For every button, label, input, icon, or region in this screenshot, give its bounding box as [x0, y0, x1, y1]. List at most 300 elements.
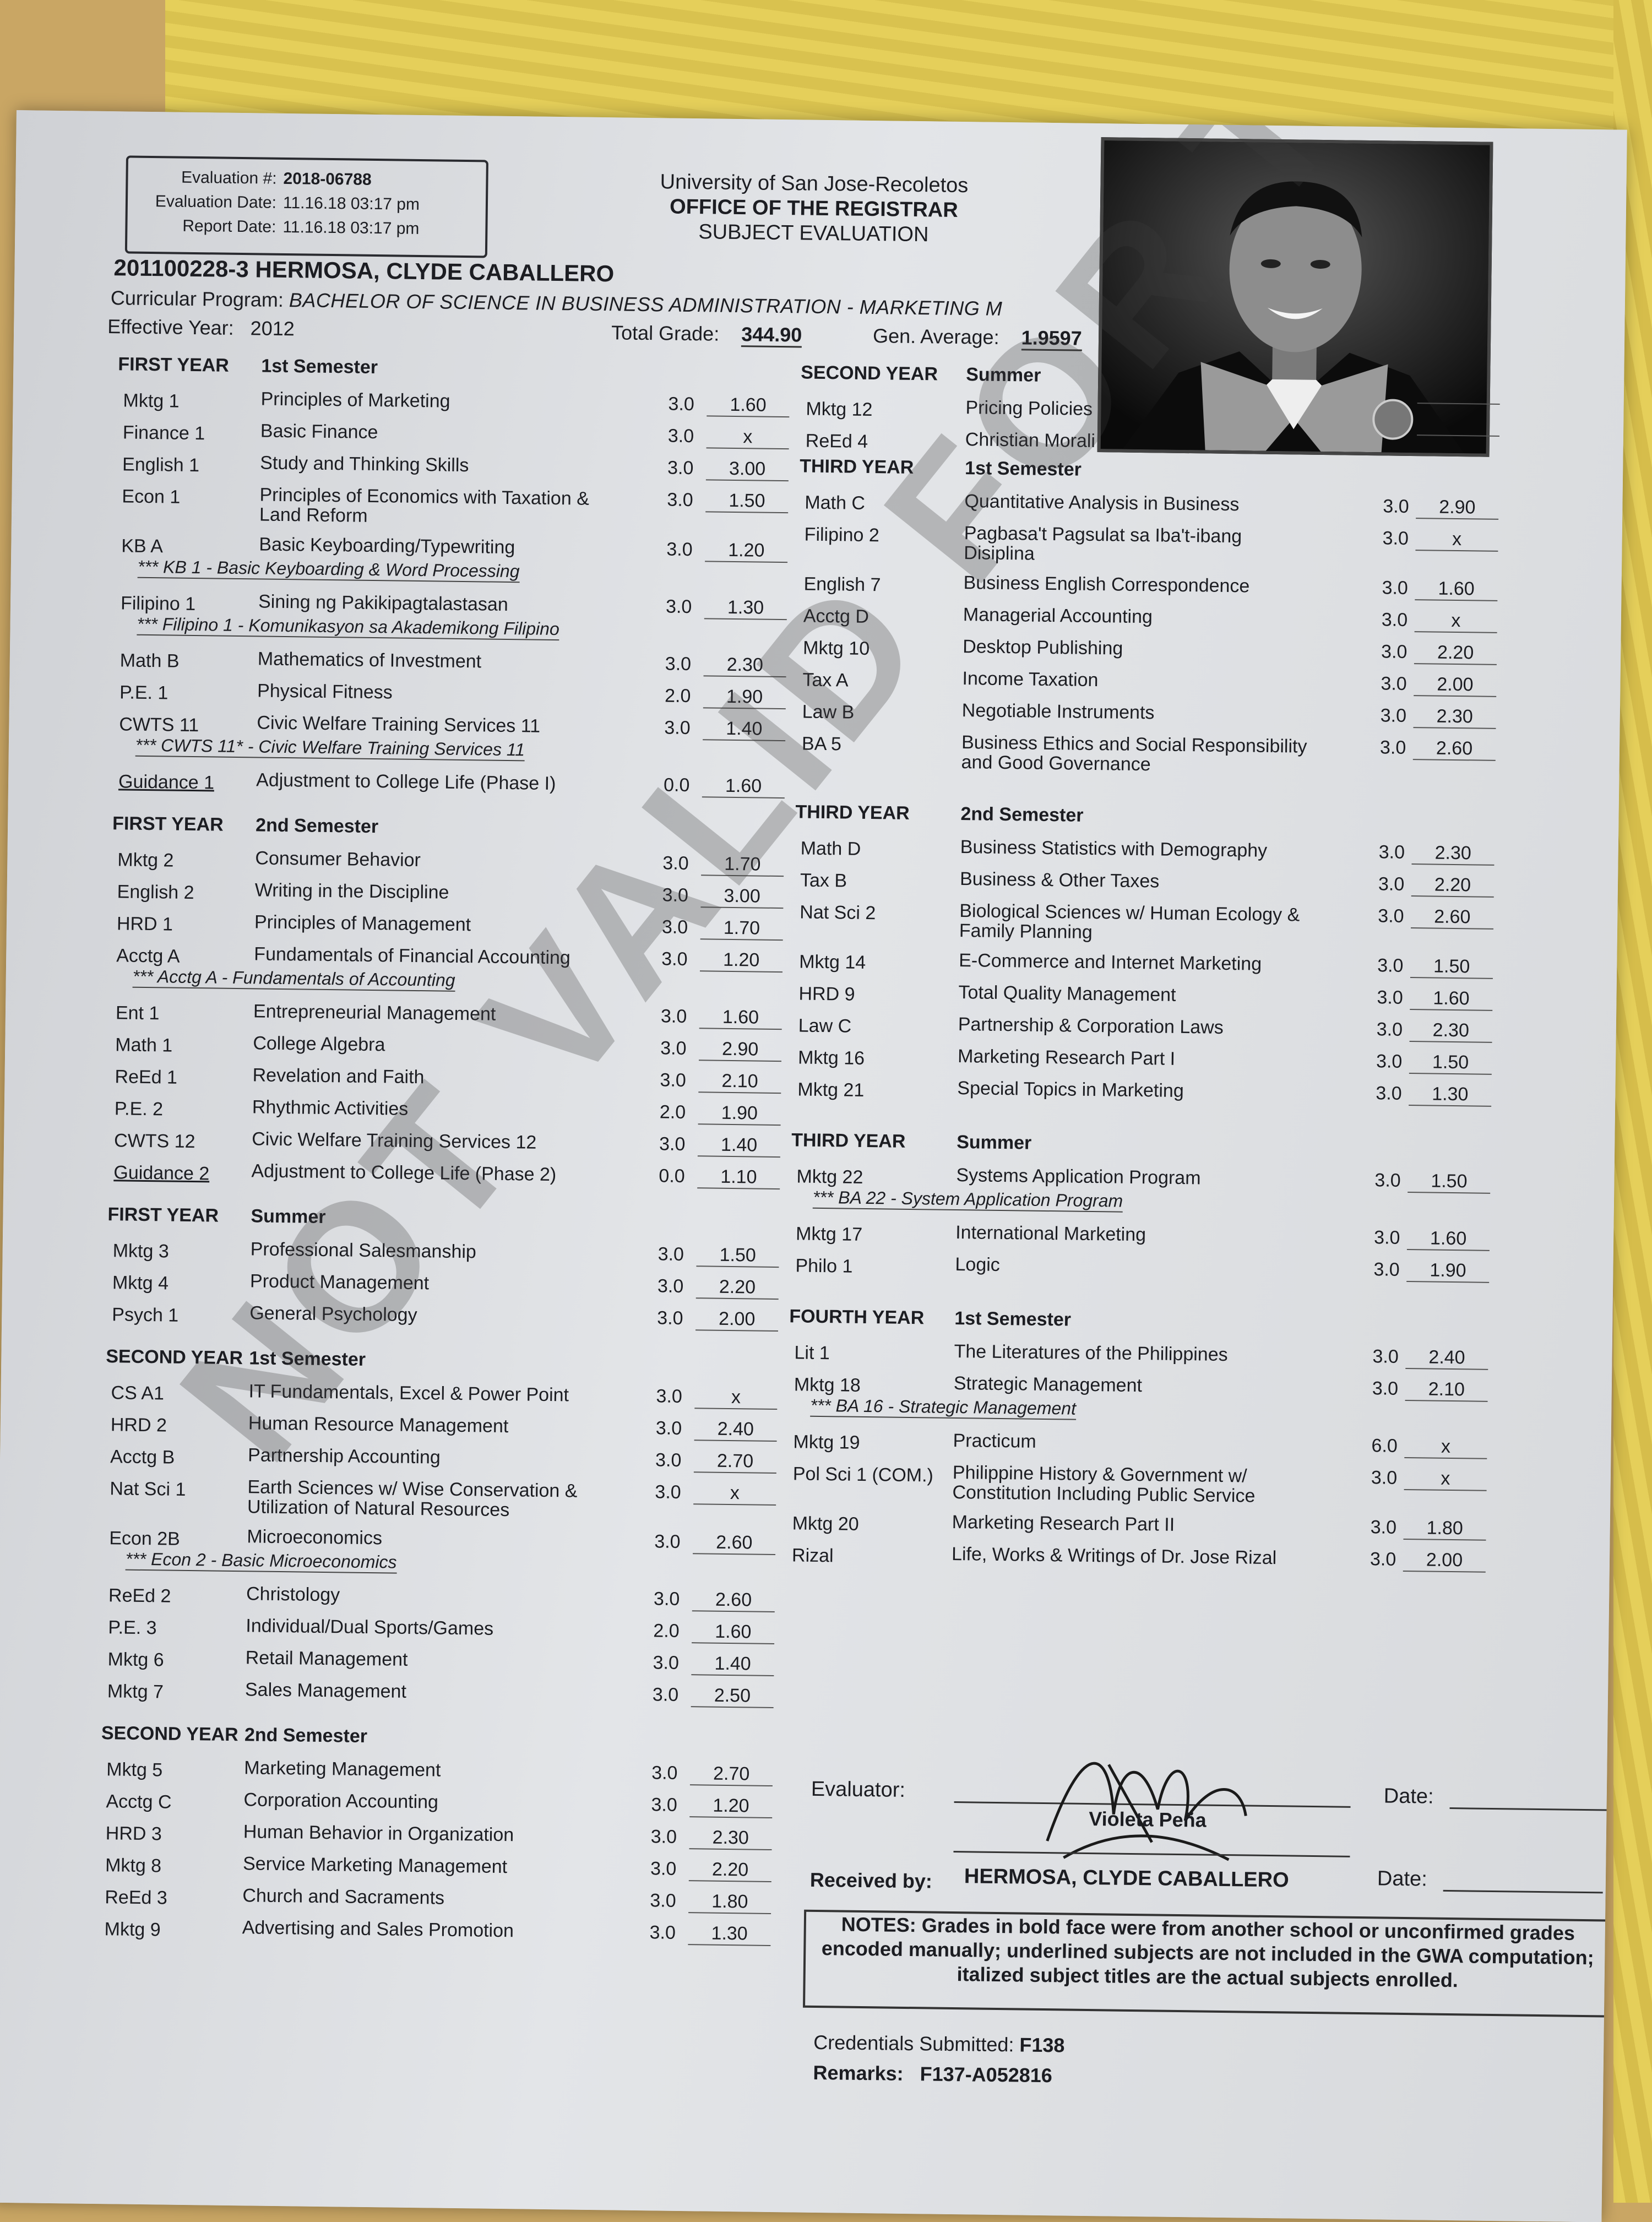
- section-year: SECOND YEAR: [106, 1346, 243, 1369]
- course-code: Mktg 7: [107, 1681, 164, 1703]
- course-description: Strategic Management: [953, 1372, 1143, 1397]
- course-grade: 2.50: [691, 1685, 774, 1708]
- course-units: 3.0: [1378, 873, 1405, 895]
- course-code: KB A: [121, 535, 164, 557]
- student-id-name: 201100228-3 HERMOSA, CLYDE CABALLERO: [113, 254, 615, 287]
- course-description: Study and Thinking Skills: [259, 452, 469, 476]
- evaluation-info-box: [125, 155, 488, 258]
- course-grade: 2.60: [693, 1531, 775, 1555]
- course-grade: 1.60: [1415, 578, 1497, 601]
- report-date: 11.16.18 03:17 pm: [282, 218, 420, 238]
- section-semester: 2nd Semester: [244, 1724, 368, 1747]
- course-grade: 1.10: [697, 1166, 780, 1189]
- course-grade: 3.00: [706, 458, 789, 481]
- equivalent-note: *** BA 22 - System Application Program: [813, 1187, 1123, 1213]
- course-units: 3.0: [665, 596, 692, 618]
- course-code: ReEd 2: [108, 1585, 171, 1607]
- course-grade: 3.00: [700, 885, 783, 909]
- course-grade: x: [693, 1482, 776, 1506]
- section-semester: 2nd Semester: [255, 814, 379, 838]
- course-code: Math D: [800, 838, 861, 860]
- course-grade: 2.60: [692, 1589, 775, 1612]
- course-grade: 2.30: [689, 1827, 772, 1850]
- effective-year-value: 2012: [250, 317, 295, 340]
- section-year: THIRD YEAR: [791, 1129, 906, 1152]
- section-semester: 1st Semester: [249, 1348, 366, 1370]
- eval-date: 11.16.18 03:17 pm: [282, 193, 420, 214]
- effective-year: [107, 315, 295, 340]
- course-code: Ent 1: [115, 1002, 160, 1024]
- equivalent-note: *** KB 1 - Basic Keyboarding & Word Processing: [138, 557, 520, 583]
- course-description: Partnership Accounting: [247, 1444, 441, 1468]
- course-description: Pagbasa't Pagsulat sa Iba't-ibang: [964, 523, 1242, 547]
- course-grade: 1.30: [704, 596, 787, 620]
- course-code: ReEd 4: [805, 430, 868, 452]
- course-code: Mktg 4: [112, 1272, 169, 1294]
- course-units: 3.0: [650, 1890, 676, 1911]
- course-description: Christian Morali: [965, 429, 1096, 452]
- course-grade: x: [694, 1386, 777, 1410]
- course-description: Logic: [955, 1253, 1001, 1275]
- course-description: Negotiable Instruments: [961, 700, 1155, 724]
- course-code: CS A1: [111, 1382, 165, 1404]
- section-year: FIRST YEAR: [107, 1204, 219, 1226]
- total-grade-value: 344.90: [741, 323, 802, 347]
- received-date-label: Date:: [1377, 1867, 1428, 1891]
- course-description: Church and Sacraments: [242, 1885, 445, 1909]
- course-units: 3.0: [1370, 1549, 1396, 1570]
- course-units: 3.0: [661, 916, 688, 938]
- course-grade: 2.10: [1405, 1378, 1488, 1402]
- evaluation-document: [0, 110, 1627, 2222]
- course-description: Human Behavior in Organization: [243, 1821, 514, 1846]
- course-description: Civic Welfare Training Services 11: [257, 712, 541, 737]
- course-description: Business & Other Taxes: [959, 868, 1160, 892]
- course-description: Earth Sciences w/ Wise Conservation &: [247, 1476, 578, 1502]
- course-units: 3.0: [1383, 496, 1409, 517]
- course-code: Mktg 22: [796, 1166, 863, 1188]
- course-units: 3.0: [1373, 1227, 1400, 1248]
- course-description: Life, Works & Writings of Dr. Jose Rizal: [951, 1543, 1277, 1569]
- course-units: 3.0: [1376, 1051, 1403, 1072]
- course-units: 3.0: [1377, 987, 1403, 1008]
- course-units: 3.0: [655, 1417, 682, 1439]
- course-code: English 2: [117, 881, 194, 904]
- course-grade: 2.70: [694, 1450, 776, 1474]
- course-description: Basic Finance: [260, 420, 378, 443]
- course-description: Product Management: [249, 1270, 430, 1294]
- course-code: ReEd 1: [115, 1066, 178, 1088]
- section-year: SECOND YEAR: [101, 1723, 238, 1746]
- total-grade-label: Total Grade:: [611, 321, 720, 345]
- curricular-program-value: BACHELOR OF SCIENCE IN BUSINESS ADMINISTRATION - MARKETING M: [289, 289, 1003, 320]
- course-description: Special Topics in Marketing: [957, 1078, 1184, 1102]
- course-description: Microeconomics: [247, 1526, 383, 1549]
- course-grade: 1.70: [701, 853, 784, 877]
- course-grade: 2.60: [1413, 737, 1496, 761]
- course-grade: x: [1415, 528, 1498, 552]
- course-description: Marketing Research Part I: [957, 1046, 1176, 1069]
- course-description-line2: Family Planning: [959, 920, 1093, 943]
- course-grade: 1.80: [688, 1890, 771, 1914]
- course-grade: 2.00: [1414, 673, 1496, 697]
- report-date-label: Report Date:: [182, 216, 276, 236]
- course-grade: 1.60: [692, 1621, 774, 1644]
- course-units: 3.0: [667, 489, 693, 511]
- course-grade: 2.90: [699, 1038, 781, 1062]
- course-description: Sining ng Pakikipagtalastasan: [258, 591, 508, 615]
- course-grade: 1.60: [702, 775, 785, 798]
- course-description: Systems Application Program: [956, 1164, 1201, 1189]
- course-units: 3.0: [657, 1243, 684, 1265]
- course-grade: 2.30: [1410, 1019, 1492, 1043]
- course-units: 3.0: [662, 852, 689, 874]
- course-code: P.E. 1: [119, 682, 169, 704]
- course-grade: 1.60: [1407, 1227, 1490, 1251]
- course-code: Mktg 1: [123, 390, 180, 412]
- eval-date-label: Evaluation Date:: [155, 192, 277, 212]
- course-description: Writing in the Discipline: [254, 879, 449, 903]
- course-code: Rizal: [791, 1545, 834, 1567]
- course-units: 2.0: [664, 685, 691, 707]
- course-code: Law C: [798, 1015, 852, 1037]
- office-name: OFFICE OF THE REGISTRAR: [669, 195, 958, 222]
- section-semester: 1st Semester: [954, 1307, 1072, 1330]
- course-units: 3.0: [667, 457, 694, 479]
- section-year: FIRST YEAR: [112, 813, 224, 835]
- section-semester: Summer: [251, 1205, 326, 1228]
- course-code: Finance 1: [122, 422, 205, 444]
- course-code: Acctg C: [106, 1791, 172, 1813]
- section-semester: Summer: [966, 364, 1041, 386]
- equivalent-note: *** Econ 2 - Basic Microeconomics: [126, 1549, 397, 1574]
- received-by-name: HERMOSA, CLYDE CABALLERO: [964, 1865, 1289, 1892]
- course-units: 3.0: [650, 1826, 677, 1848]
- course-code: HRD 3: [105, 1823, 162, 1845]
- credentials-label: Credentials Submitted:: [813, 2030, 1014, 2056]
- course-code: Mktg 10: [802, 637, 870, 659]
- eval-number-label: Evaluation #:: [181, 168, 277, 188]
- course-code: P.E. 2: [114, 1098, 164, 1120]
- section-year: SECOND YEAR: [801, 362, 938, 385]
- course-grade: 1.60: [699, 1006, 782, 1030]
- section-semester: Summer: [957, 1131, 1032, 1154]
- course-grade: 2.40: [694, 1418, 777, 1442]
- course-units: 3.0: [655, 1449, 682, 1471]
- course-code: Filipino 2: [804, 524, 879, 546]
- course-code: Mktg 3: [112, 1240, 169, 1262]
- course-description: Partnership & Corporation Laws: [958, 1014, 1224, 1038]
- course-description-line2: Constitution Including Public Service: [952, 1481, 1256, 1507]
- course-grade: 1.20: [705, 539, 787, 563]
- course-code: Mktg 9: [104, 1919, 161, 1941]
- course-description: Entrepreneurial Management: [253, 1001, 496, 1025]
- course-description: International Marketing: [955, 1221, 1146, 1246]
- credentials-submitted: [813, 2031, 1065, 2057]
- course-code: Math B: [119, 650, 180, 672]
- course-units: 3.0: [654, 1531, 681, 1552]
- course-units: 0.0: [659, 1165, 685, 1187]
- course-description: Retail Management: [245, 1647, 408, 1670]
- course-code: Math C: [805, 492, 866, 514]
- course-units: 3.0: [660, 1069, 687, 1091]
- course-code: Mktg 17: [795, 1223, 863, 1245]
- course-grade: 1.50: [705, 490, 788, 513]
- remarks: [813, 2061, 1052, 2087]
- course-description: The Literatures of the Philippines: [954, 1340, 1228, 1366]
- course-code: Mktg 12: [806, 398, 873, 421]
- course-description-line2: and Good Governance: [961, 752, 1151, 775]
- course-code: BA 5: [801, 733, 842, 755]
- course-code: Tax A: [802, 669, 849, 691]
- course-units: 3.0: [1382, 528, 1409, 549]
- university-name: University of San Jose-Recoletos: [660, 170, 969, 198]
- course-code: CWTS 11: [119, 714, 199, 736]
- course-grade: 2.10: [698, 1070, 781, 1094]
- course-description: Quantitative Analysis in Business: [964, 491, 1240, 515]
- course-description: Biological Sciences w/ Human Ecology &: [959, 900, 1300, 926]
- course-units: 3.0: [657, 1307, 683, 1329]
- course-description: College Algebra: [253, 1033, 385, 1056]
- evaluator-label: Evaluator:: [811, 1777, 906, 1802]
- course-grade: 2.20: [696, 1276, 779, 1300]
- course-description: Income Taxation: [962, 668, 1099, 691]
- course-description: Physical Fitness: [257, 680, 393, 703]
- course-description: Practicum: [953, 1430, 1036, 1452]
- course-description: Principles of Economics with Taxation &: [259, 484, 590, 509]
- course-code: P.E. 3: [108, 1617, 157, 1639]
- course-units: 3.0: [653, 1652, 680, 1674]
- course-code: Philo 1: [795, 1255, 853, 1277]
- course-units: 2.0: [659, 1101, 686, 1123]
- course-description: Business Statistics with Demography: [960, 836, 1268, 861]
- course-code: HRD 9: [798, 983, 855, 1005]
- section-year: THIRD YEAR: [799, 455, 914, 478]
- course-code: Mktg 14: [798, 951, 866, 973]
- course-grade: 2.30: [1411, 842, 1494, 866]
- course-grade: 1.50: [696, 1244, 779, 1268]
- section-semester: 1st Semester: [261, 355, 378, 378]
- course-code: Mktg 18: [794, 1374, 861, 1396]
- course-grade: 2.20: [1414, 642, 1497, 665]
- course-units: 3.0: [661, 948, 688, 970]
- course-grade: 2.60: [1411, 906, 1493, 930]
- course-units: 3.0: [667, 425, 694, 447]
- course-description: Principles of Marketing: [260, 388, 450, 412]
- course-units: 3.0: [1372, 1378, 1399, 1399]
- course-units: 3.0: [1374, 1170, 1401, 1191]
- course-code: CWTS 12: [113, 1130, 195, 1153]
- evaluator-name: Violeta Peña: [1088, 1807, 1207, 1832]
- course-description: E-Commerce and Internet Marketing: [959, 950, 1262, 975]
- course-units: 3.0: [1381, 673, 1407, 694]
- course-description: Adjustment to College Life (Phase I): [256, 769, 556, 795]
- course-code: HRD 1: [116, 913, 173, 935]
- course-description: Managerial Accounting: [963, 604, 1153, 628]
- course-units: 3.0: [666, 539, 693, 561]
- course-units: 3.0: [662, 884, 689, 906]
- course-description: IT Fundamentals, Excel & Power Point: [248, 1381, 569, 1406]
- course-units: 3.0: [1371, 1467, 1398, 1488]
- course-description-line2: Land Reform: [259, 504, 368, 526]
- course-code: ReEd 3: [105, 1887, 167, 1909]
- course-code: Filipino 1: [120, 593, 196, 615]
- section-semester: 2nd Semester: [960, 803, 1084, 826]
- document-title: SUBJECT EVALUATION: [698, 220, 929, 247]
- notes-box: NOTES: Grades in bold face were from another school or unconfirmed grades encoded manually; underlined subjects are not included in the GWA computation; italized subject titles are the actual subjects enrolled.: [803, 1910, 1612, 2018]
- course-code: Mktg 16: [797, 1047, 865, 1069]
- course-units: 3.0: [653, 1588, 680, 1610]
- course-code: Acctg D: [803, 605, 870, 627]
- course-units: 2.0: [653, 1620, 680, 1642]
- course-grade: 2.20: [1411, 874, 1494, 898]
- course-code: Mktg 19: [793, 1431, 860, 1453]
- course-code: Mktg 20: [792, 1513, 859, 1535]
- course-code: HRD 2: [110, 1414, 167, 1436]
- course-code: Econ 1: [122, 486, 181, 508]
- course-units: 3.0: [657, 1275, 684, 1297]
- course-grade: 1.80: [1403, 1517, 1486, 1541]
- equivalent-note: *** BA 16 - Strategic Management: [810, 1395, 1076, 1420]
- course-grade: 1.60: [707, 394, 789, 417]
- course-units: 0.0: [663, 774, 690, 796]
- course-description: Pricing Policies: [965, 397, 1093, 420]
- course-description: Sales Management: [244, 1679, 407, 1702]
- course-grade: 1.90: [698, 1102, 781, 1126]
- equivalent-note: *** CWTS 11* - Civic Welfare Training Services 11: [135, 735, 525, 762]
- course-code: Mktg 6: [107, 1649, 164, 1671]
- eval-number: 2018-06788: [283, 169, 372, 189]
- course-code: Mktg 21: [797, 1079, 865, 1101]
- course-code: Mktg 5: [106, 1759, 163, 1781]
- section-year: FOURTH YEAR: [789, 1306, 925, 1329]
- course-description: Civic Welfare Training Services 12: [251, 1128, 537, 1153]
- course-units: 3.0: [660, 1037, 687, 1059]
- course-description: Mathematics of Investment: [257, 648, 482, 672]
- course-code: Acctg A: [116, 945, 180, 967]
- course-code: Tax B: [800, 870, 847, 892]
- course-description: Fundamentals of Financial Accounting: [254, 943, 571, 969]
- course-description: General Psychology: [249, 1302, 417, 1326]
- course-grade: 1.60: [1410, 987, 1492, 1011]
- course-units: 3.0: [664, 717, 691, 739]
- course-units: 3.0: [1376, 1019, 1403, 1040]
- course-grade: x: [707, 426, 789, 449]
- course-code: Nat Sci 1: [110, 1478, 186, 1500]
- course-grade: 1.70: [700, 917, 783, 941]
- course-units: 3.0: [1378, 905, 1404, 927]
- course-grade: 1.50: [1408, 1170, 1490, 1194]
- course-grade: 2.90: [1416, 496, 1498, 520]
- course-units: 3.0: [650, 1858, 677, 1879]
- course-grade: 1.40: [698, 1134, 780, 1158]
- course-units: 3.0: [665, 653, 692, 675]
- course-grade: 1.40: [691, 1653, 774, 1676]
- course-units: 3.0: [1373, 1259, 1400, 1280]
- section-year: FIRST YEAR: [118, 354, 230, 376]
- course-description: Desktop Publishing: [962, 636, 1123, 659]
- course-description: Christology: [246, 1583, 340, 1606]
- course-code: Pol Sci 1 (COM.): [792, 1463, 934, 1486]
- evaluator-signature: [1030, 1731, 1263, 1871]
- course-units: 3.0: [1379, 737, 1406, 758]
- course-grade: 1.50: [1409, 1051, 1492, 1075]
- course-code: Econ 2B: [109, 1528, 181, 1550]
- course-units: 3.0: [652, 1684, 679, 1705]
- course-description: Advertising and Sales Promotion: [242, 1917, 514, 1942]
- course-grade: 1.20: [700, 949, 782, 973]
- course-grade: x: [1404, 1436, 1487, 1459]
- course-grade: 2.30: [1413, 705, 1496, 729]
- course-units: 3.0: [651, 1794, 677, 1816]
- equivalent-note: *** Acctg A - Fundamentals of Accounting: [133, 966, 455, 992]
- course-grade: 2.00: [695, 1308, 778, 1332]
- course-description: Total Quality Management: [958, 982, 1176, 1006]
- received-by-label: Received by:: [809, 1868, 933, 1893]
- course-code: Math 1: [115, 1034, 173, 1056]
- course-code: Acctg B: [110, 1446, 175, 1468]
- evaluator-date-label: Date:: [1383, 1784, 1434, 1808]
- course-description: Business English Correspondence: [963, 572, 1250, 597]
- course-units: 3.0: [1381, 609, 1408, 631]
- course-grade: 2.20: [689, 1859, 771, 1882]
- course-description: Human Resource Management: [248, 1412, 509, 1437]
- course-description: Marketing Management: [244, 1757, 441, 1781]
- course-units: 3.0: [1376, 1083, 1402, 1104]
- course-code: English 1: [122, 454, 200, 476]
- course-description: Professional Salesmanship: [250, 1238, 477, 1263]
- course-units: 3.0: [1377, 955, 1404, 976]
- course-grade: 2.70: [690, 1763, 773, 1786]
- course-grade: 1.30: [688, 1922, 770, 1946]
- course-description: Revelation and Faith: [252, 1064, 425, 1088]
- credentials-value: F138: [1019, 2033, 1065, 2057]
- course-units: 3.0: [659, 1133, 686, 1155]
- course-code: Mktg 2: [117, 849, 174, 871]
- course-grade: x: [1415, 610, 1497, 633]
- course-description: Corporation Accounting: [243, 1789, 439, 1813]
- course-description-line2: Disiplina: [964, 542, 1035, 564]
- course-units: 3.0: [668, 393, 695, 415]
- course-grade: 2.00: [1403, 1549, 1486, 1573]
- course-grade: 1.90: [703, 686, 786, 709]
- course-description: Consumer Behavior: [255, 847, 421, 871]
- course-description: Rhythmic Activities: [252, 1096, 409, 1120]
- course-code: Lit 1: [794, 1342, 830, 1364]
- course-units: 3.0: [1370, 1517, 1397, 1538]
- course-description: Principles of Management: [254, 911, 471, 936]
- total-grade: [611, 321, 802, 346]
- course-units: 3.0: [660, 1006, 687, 1027]
- course-code: English 7: [803, 573, 881, 596]
- course-grade: 1.50: [1410, 955, 1493, 979]
- course-units: 3.0: [1381, 641, 1408, 662]
- course-description-line2: Utilization of Natural Resources: [247, 1496, 510, 1521]
- course-units: 3.0: [1382, 577, 1409, 599]
- course-description: Service Marketing Management: [242, 1853, 508, 1878]
- section-year: THIRD YEAR: [795, 801, 910, 824]
- course-grade: 2.30: [704, 654, 786, 677]
- course-code: Law B: [802, 701, 855, 723]
- course-code: Mktg 8: [105, 1855, 162, 1877]
- course-grade: x: [1404, 1468, 1487, 1491]
- course-code: Guidance 1: [118, 771, 215, 794]
- course-units: 3.0: [651, 1762, 678, 1784]
- course-units: 3.0: [655, 1481, 681, 1503]
- equivalent-note: *** Filipino 1 - Komunikasyon sa Akademikong Filipino: [137, 614, 559, 640]
- course-units: 3.0: [1380, 705, 1407, 726]
- course-units: 6.0: [1371, 1435, 1398, 1457]
